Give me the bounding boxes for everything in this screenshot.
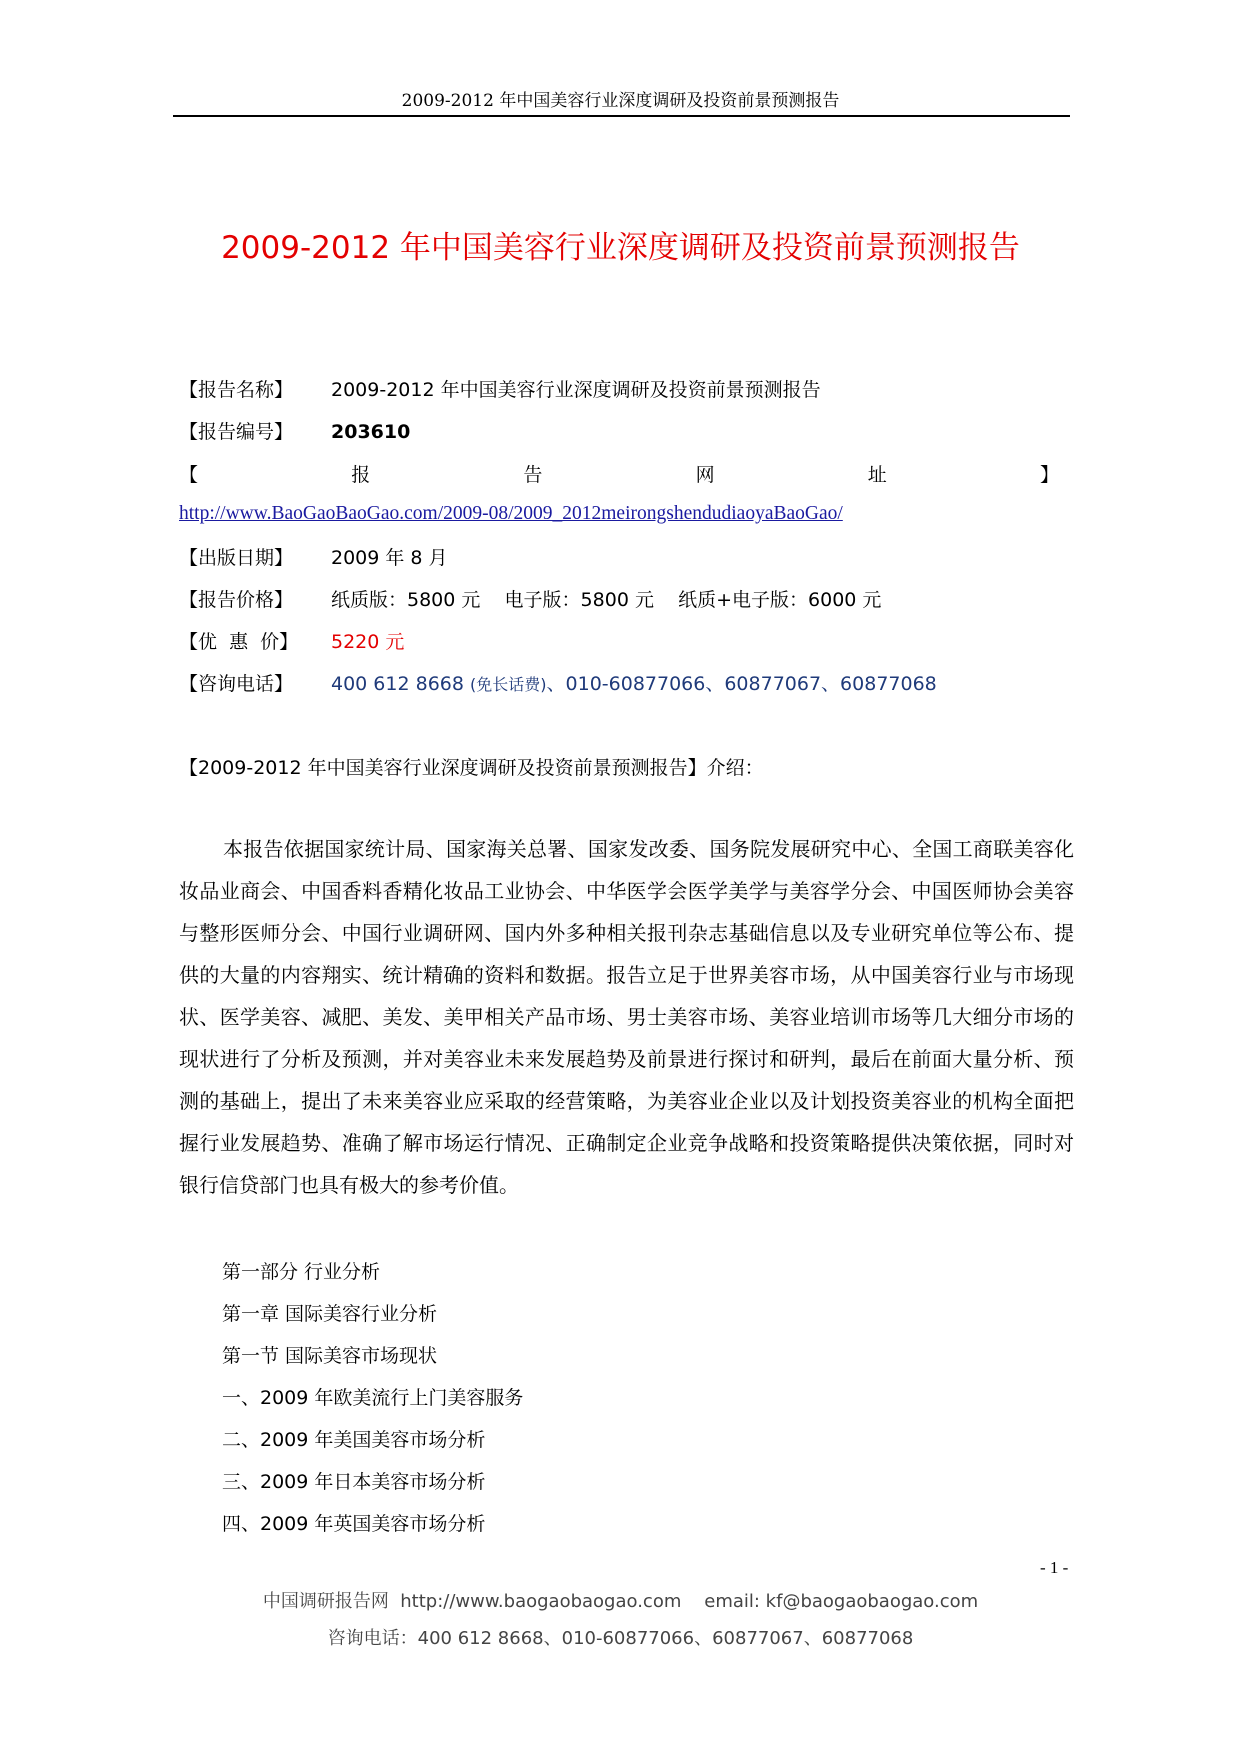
date-row: [179, 543, 448, 570]
price-value: 纸质版：5800 元 电子版：5800 元 纸质+电子版：6000 元: [331, 589, 882, 611]
phone-toll-free-note: (免长话费): [470, 675, 547, 694]
intro-heading: 【2009-2012 年中国美容行业深度调研及投资前景预测报告】介绍：: [179, 757, 764, 779]
page-number: - 1 -: [1040, 1558, 1069, 1577]
outline-item: 第一部分 行业分析: [222, 1261, 381, 1283]
url-label-char: 【: [179, 464, 199, 486]
discount-row: [179, 627, 404, 654]
report-no-row: [179, 417, 410, 444]
outline-item: 四、2009 年英国美容市场分析: [222, 1513, 486, 1535]
price-row: [179, 585, 881, 612]
footer-contact-line: 中国调研报告网 http://www.baogaobaogao.com email: kf@baogaobaogao.com: [262, 1591, 979, 1612]
report-name-label: 【报告名称】: [179, 379, 294, 401]
report-name-row: [179, 375, 821, 402]
url-label-char: 报: [351, 464, 371, 486]
url-label-char: 网: [695, 464, 715, 486]
outline-item: 第一节 国际美容市场现状: [222, 1345, 438, 1367]
report-name-value: 2009-2012 年中国美容行业深度调研及投资前景预测报告: [331, 379, 821, 401]
outline-item: 第一章 国际美容行业分析: [222, 1303, 438, 1325]
report-no-label: 【报告编号】: [179, 421, 294, 443]
url-label-char: 】: [1039, 464, 1059, 486]
price-label: 【报告价格】: [179, 589, 294, 611]
discount-label: 【优 惠 价】: [179, 631, 299, 653]
outline-item: 一、2009 年欧美流行上门美容服务: [222, 1387, 524, 1409]
date-label: 【出版日期】: [179, 547, 294, 569]
url-label-char: 告: [523, 464, 543, 486]
report-url-link[interactable]: http://www.BaoGaoBaoGao.com/2009-08/2009_2012meirongshendudiaoyaBaoGao/: [179, 503, 843, 524]
document-title: 2009-2012 年中国美容行业深度调研及投资前景预测报告: [221, 230, 1020, 266]
phone-label: 【咨询电话】: [179, 673, 294, 695]
report-url-label: [179, 460, 1059, 487]
running-header: 2009-2012 年中国美容行业深度调研及投资前景预测报告: [401, 91, 840, 111]
footer-phone-line: 咨询电话：400 612 8668、010-60877066、60877067、60877068: [327, 1628, 914, 1649]
phone-row: [179, 669, 937, 696]
report-no-value: 203610: [331, 421, 411, 443]
phone-value-main: 400 612 8668: [331, 673, 464, 695]
intro-paragraph: 本报告依据国家统计局、国家海关总署、国家发改委、国务院发展研究中心、全国工商联美容化妆品业商会、中国香料香精化妆品工业协会、中华医学会医学美学与美容学分会、中国医师协会美容与整形医师分会、中国行业调研网、国内外多种相关报刊杂志基础信息以及专业研究单位等公布、提供的大量的内容翔实、统计精确的资料和数据。报告立足于世界美容市场，从中国美容行业与市场现状、医学美容、减肥、美发、美甲相关产品市场、男士美容市场、美容业培训市场等几大细分市场的现状进行了分析及预测，并对美容业未来发展趋势及前景进行探讨和研判，最后在前面大量分析、预测的基础上，提出了未来美容业应采取的经营策略，为美容业企业以及计划投资美容业的机构全面把握行业发展趋势、准确了解市场运行情况、正确制定企业竞争战略和投资策略提供决策依据，同时对银行信贷部门也具有极大的参考价值。: [179, 837, 1074, 1197]
url-label-char: 址: [867, 464, 887, 486]
discount-value: 5220 元: [331, 631, 405, 653]
outline-item: 二、2009 年美国美容市场分析: [222, 1429, 486, 1451]
date-value: 2009 年 8 月: [331, 547, 448, 569]
header-rule: [173, 115, 1070, 117]
phone-value-extra: 、010-60877066、60877067、60877068: [546, 673, 937, 695]
outline-item: 三、2009 年日本美容市场分析: [222, 1471, 486, 1493]
